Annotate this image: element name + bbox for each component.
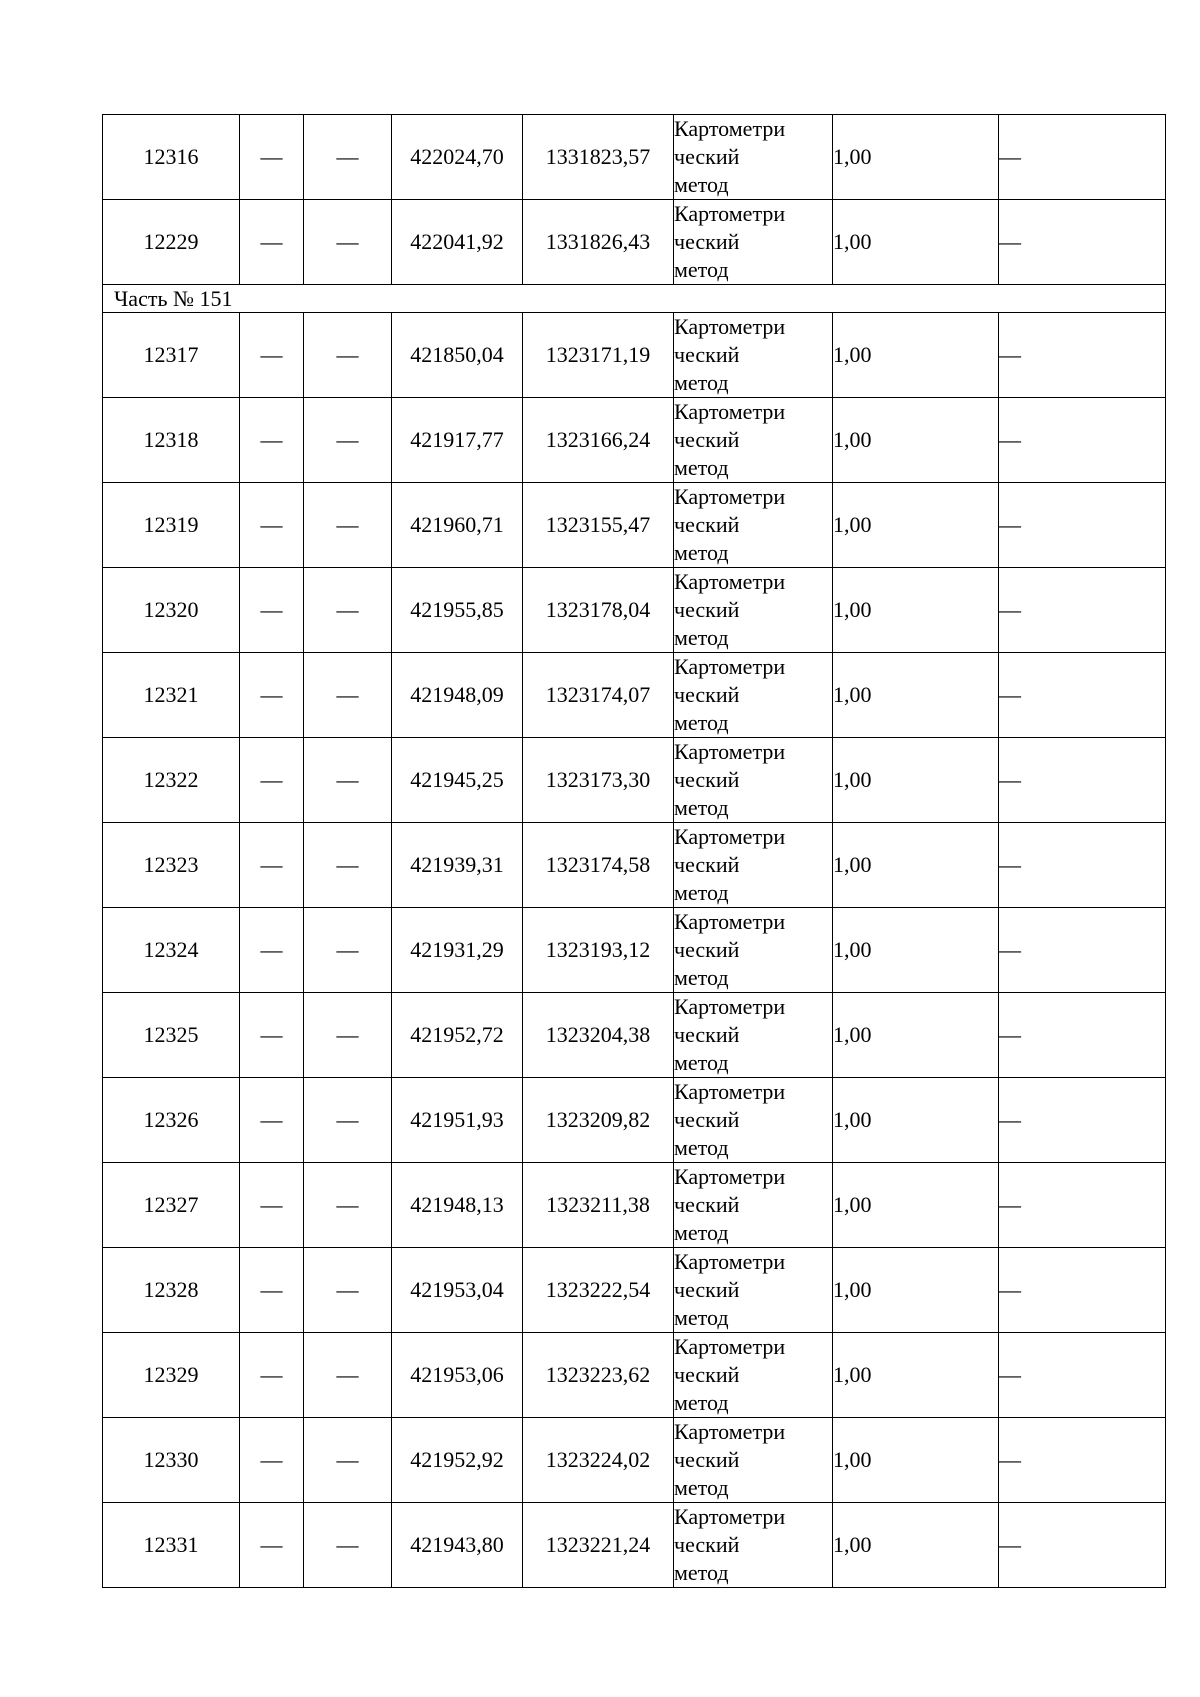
method-line: ческий bbox=[674, 1022, 740, 1047]
table-body bbox=[103, 115, 1166, 1588]
table-row bbox=[103, 1163, 1166, 1248]
x-coordinate-cell: 421955,85 bbox=[392, 568, 523, 653]
accuracy-cell: 1,00 bbox=[833, 1248, 999, 1333]
method-cell bbox=[674, 398, 833, 483]
table-row bbox=[103, 313, 1166, 398]
y-coordinate-cell: 1323178,04 bbox=[523, 568, 674, 653]
dash-cell: — bbox=[304, 993, 392, 1078]
point-number-cell: 12329 bbox=[103, 1333, 240, 1418]
method-cell bbox=[674, 738, 833, 823]
y-coordinate-cell: 1323166,24 bbox=[523, 398, 674, 483]
point-number-cell: 12324 bbox=[103, 908, 240, 993]
method-line: Картометри bbox=[674, 1419, 786, 1444]
dash-cell: — bbox=[304, 1163, 392, 1248]
method-line: метод bbox=[674, 625, 729, 650]
method-line: Картометри bbox=[674, 909, 786, 934]
y-coordinate-cell: 1323155,47 bbox=[523, 483, 674, 568]
method-line: метод bbox=[674, 1135, 729, 1160]
method-cell bbox=[674, 1163, 833, 1248]
method-line: ческий bbox=[674, 1192, 740, 1217]
x-coordinate-cell: 421939,31 bbox=[392, 823, 523, 908]
note-cell: — bbox=[999, 1078, 1166, 1163]
accuracy-cell: 1,00 bbox=[833, 823, 999, 908]
point-number-cell: 12325 bbox=[103, 993, 240, 1078]
dash-cell: — bbox=[304, 568, 392, 653]
point-number-cell: 12328 bbox=[103, 1248, 240, 1333]
point-number-cell: 12316 bbox=[103, 115, 240, 200]
note-cell: — bbox=[999, 1333, 1166, 1418]
method-line: ческий bbox=[674, 229, 740, 254]
method-line: Картометри bbox=[674, 1079, 786, 1104]
y-coordinate-cell: 1323174,58 bbox=[523, 823, 674, 908]
accuracy-cell: 1,00 bbox=[833, 908, 999, 993]
method-cell bbox=[674, 568, 833, 653]
method-line: ческий bbox=[674, 1532, 740, 1557]
table-row bbox=[103, 1248, 1166, 1333]
method-line: ческий bbox=[674, 937, 740, 962]
point-number-cell: 12321 bbox=[103, 653, 240, 738]
dash-cell: — bbox=[240, 738, 304, 823]
dash-cell: — bbox=[304, 313, 392, 398]
method-line: Картометри bbox=[674, 116, 786, 141]
table-row bbox=[103, 1503, 1166, 1588]
method-line: метод bbox=[674, 1475, 729, 1500]
note-cell: — bbox=[999, 908, 1166, 993]
point-number-cell: 12319 bbox=[103, 483, 240, 568]
method-line: ческий bbox=[674, 852, 740, 877]
table-row bbox=[103, 1333, 1166, 1418]
method-line: метод bbox=[674, 1050, 729, 1075]
x-coordinate-cell: 421960,71 bbox=[392, 483, 523, 568]
y-coordinate-cell: 1323223,62 bbox=[523, 1333, 674, 1418]
y-coordinate-cell: 1323193,12 bbox=[523, 908, 674, 993]
accuracy-cell: 1,00 bbox=[833, 738, 999, 823]
x-coordinate-cell: 421945,25 bbox=[392, 738, 523, 823]
x-coordinate-cell: 421948,13 bbox=[392, 1163, 523, 1248]
point-number-cell: 12318 bbox=[103, 398, 240, 483]
method-line: Картометри bbox=[674, 1164, 786, 1189]
note-cell: — bbox=[999, 653, 1166, 738]
note-cell: — bbox=[999, 313, 1166, 398]
method-cell bbox=[674, 200, 833, 285]
dash-cell: — bbox=[240, 483, 304, 568]
dash-cell: — bbox=[240, 993, 304, 1078]
method-cell bbox=[674, 1333, 833, 1418]
table-row bbox=[103, 738, 1166, 823]
dash-cell: — bbox=[240, 200, 304, 285]
method-line: Картометри bbox=[674, 1249, 786, 1274]
point-number-cell: 12229 bbox=[103, 200, 240, 285]
method-line: метод bbox=[674, 795, 729, 820]
dash-cell: — bbox=[240, 1078, 304, 1163]
dash-cell: — bbox=[304, 1418, 392, 1503]
x-coordinate-cell: 422041,92 bbox=[392, 200, 523, 285]
method-line: метод bbox=[674, 1390, 729, 1415]
note-cell: — bbox=[999, 1503, 1166, 1588]
accuracy-cell: 1,00 bbox=[833, 993, 999, 1078]
method-line: ческий bbox=[674, 144, 740, 169]
part-label: Часть № 151 bbox=[103, 285, 1166, 313]
method-line: метод bbox=[674, 172, 729, 197]
method-line: ческий bbox=[674, 767, 740, 792]
table-row bbox=[103, 568, 1166, 653]
x-coordinate-cell: 421917,77 bbox=[392, 398, 523, 483]
y-coordinate-cell: 1331823,57 bbox=[523, 115, 674, 200]
point-number-cell: 12323 bbox=[103, 823, 240, 908]
note-cell: — bbox=[999, 738, 1166, 823]
dash-cell: — bbox=[240, 823, 304, 908]
method-line: Картометри bbox=[674, 739, 786, 764]
method-line: метод bbox=[674, 1305, 729, 1330]
accuracy-cell: 1,00 bbox=[833, 1078, 999, 1163]
method-line: Картометри bbox=[674, 994, 786, 1019]
x-coordinate-cell: 421943,80 bbox=[392, 1503, 523, 1588]
coordinates-table bbox=[102, 114, 1166, 1588]
x-coordinate-cell: 421952,92 bbox=[392, 1418, 523, 1503]
note-cell: — bbox=[999, 1163, 1166, 1248]
x-coordinate-cell: 421951,93 bbox=[392, 1078, 523, 1163]
y-coordinate-cell: 1323222,54 bbox=[523, 1248, 674, 1333]
dash-cell: — bbox=[240, 1503, 304, 1588]
note-cell: — bbox=[999, 568, 1166, 653]
x-coordinate-cell: 421931,29 bbox=[392, 908, 523, 993]
note-cell: — bbox=[999, 115, 1166, 200]
method-line: метод bbox=[674, 370, 729, 395]
method-line: метод bbox=[674, 257, 729, 282]
method-line: Картометри bbox=[674, 399, 786, 424]
table-row bbox=[103, 483, 1166, 568]
table-row bbox=[103, 200, 1166, 285]
method-line: метод bbox=[674, 540, 729, 565]
method-cell bbox=[674, 313, 833, 398]
table-row bbox=[103, 1078, 1166, 1163]
accuracy-cell: 1,00 bbox=[833, 398, 999, 483]
method-line: ческий bbox=[674, 1277, 740, 1302]
dash-cell: — bbox=[240, 653, 304, 738]
y-coordinate-cell: 1323204,38 bbox=[523, 993, 674, 1078]
dash-cell: — bbox=[240, 568, 304, 653]
method-line: Картометри bbox=[674, 201, 786, 226]
y-coordinate-cell: 1323173,30 bbox=[523, 738, 674, 823]
x-coordinate-cell: 421850,04 bbox=[392, 313, 523, 398]
method-line: ческий bbox=[674, 342, 740, 367]
accuracy-cell: 1,00 bbox=[833, 115, 999, 200]
dash-cell: — bbox=[304, 483, 392, 568]
method-cell bbox=[674, 1503, 833, 1588]
method-line: Картометри bbox=[674, 1334, 786, 1359]
accuracy-cell: 1,00 bbox=[833, 313, 999, 398]
point-number-cell: 12330 bbox=[103, 1418, 240, 1503]
dash-cell: — bbox=[304, 653, 392, 738]
x-coordinate-cell: 421952,72 bbox=[392, 993, 523, 1078]
point-number-cell: 12326 bbox=[103, 1078, 240, 1163]
method-cell bbox=[674, 1078, 833, 1163]
note-cell: — bbox=[999, 398, 1166, 483]
dash-cell: — bbox=[304, 115, 392, 200]
note-cell: — bbox=[999, 1418, 1166, 1503]
dash-cell: — bbox=[240, 115, 304, 200]
method-line: метод bbox=[674, 880, 729, 905]
y-coordinate-cell: 1331826,43 bbox=[523, 200, 674, 285]
y-coordinate-cell: 1323224,02 bbox=[523, 1418, 674, 1503]
y-coordinate-cell: 1323209,82 bbox=[523, 1078, 674, 1163]
method-line: ческий bbox=[674, 1447, 740, 1472]
method-cell bbox=[674, 653, 833, 738]
accuracy-cell: 1,00 bbox=[833, 1503, 999, 1588]
accuracy-cell: 1,00 bbox=[833, 568, 999, 653]
dash-cell: — bbox=[240, 1163, 304, 1248]
table-row bbox=[103, 908, 1166, 993]
method-line: ческий bbox=[674, 1107, 740, 1132]
method-cell bbox=[674, 823, 833, 908]
accuracy-cell: 1,00 bbox=[833, 1163, 999, 1248]
dash-cell: — bbox=[304, 200, 392, 285]
method-cell bbox=[674, 483, 833, 568]
dash-cell: — bbox=[240, 1248, 304, 1333]
dash-cell: — bbox=[240, 1333, 304, 1418]
y-coordinate-cell: 1323171,19 bbox=[523, 313, 674, 398]
x-coordinate-cell: 421953,06 bbox=[392, 1333, 523, 1418]
note-cell: — bbox=[999, 993, 1166, 1078]
note-cell: — bbox=[999, 200, 1166, 285]
method-line: метод bbox=[674, 1220, 729, 1245]
dash-cell: — bbox=[240, 398, 304, 483]
dash-cell: — bbox=[304, 1333, 392, 1418]
note-cell: — bbox=[999, 1248, 1166, 1333]
x-coordinate-cell: 422024,70 bbox=[392, 115, 523, 200]
dash-cell: — bbox=[304, 823, 392, 908]
accuracy-cell: 1,00 bbox=[833, 1333, 999, 1418]
dash-cell: — bbox=[304, 1078, 392, 1163]
method-cell bbox=[674, 115, 833, 200]
accuracy-cell: 1,00 bbox=[833, 653, 999, 738]
dash-cell: — bbox=[240, 1418, 304, 1503]
note-cell: — bbox=[999, 483, 1166, 568]
table-row bbox=[103, 1418, 1166, 1503]
method-line: метод bbox=[674, 710, 729, 735]
method-line: Картометри bbox=[674, 314, 786, 339]
y-coordinate-cell: 1323211,38 bbox=[523, 1163, 674, 1248]
method-line: Картометри bbox=[674, 824, 786, 849]
method-line: Картометри bbox=[674, 569, 786, 594]
accuracy-cell: 1,00 bbox=[833, 483, 999, 568]
point-number-cell: 12331 bbox=[103, 1503, 240, 1588]
dash-cell: — bbox=[240, 313, 304, 398]
dash-cell: — bbox=[304, 908, 392, 993]
method-line: метод bbox=[674, 965, 729, 990]
table-row bbox=[103, 653, 1166, 738]
point-number-cell: 12317 bbox=[103, 313, 240, 398]
dash-cell: — bbox=[304, 738, 392, 823]
method-line: Картометри bbox=[674, 1504, 786, 1529]
method-line: ческий bbox=[674, 512, 740, 537]
method-line: метод bbox=[674, 455, 729, 480]
table-row bbox=[103, 398, 1166, 483]
method-line: ческий bbox=[674, 682, 740, 707]
point-number-cell: 12322 bbox=[103, 738, 240, 823]
note-cell: — bbox=[999, 823, 1166, 908]
dash-cell: — bbox=[304, 1503, 392, 1588]
part-header-row bbox=[103, 285, 1166, 313]
method-line: ческий bbox=[674, 597, 740, 622]
method-line: ческий bbox=[674, 427, 740, 452]
method-line: Картометри bbox=[674, 654, 786, 679]
table-row bbox=[103, 993, 1166, 1078]
method-cell bbox=[674, 1248, 833, 1333]
dash-cell: — bbox=[304, 398, 392, 483]
point-number-cell: 12327 bbox=[103, 1163, 240, 1248]
method-cell bbox=[674, 1418, 833, 1503]
dash-cell: — bbox=[240, 908, 304, 993]
method-line: Картометри bbox=[674, 484, 786, 509]
table-row bbox=[103, 115, 1166, 200]
point-number-cell: 12320 bbox=[103, 568, 240, 653]
method-line: метод bbox=[674, 1560, 729, 1585]
x-coordinate-cell: 421948,09 bbox=[392, 653, 523, 738]
method-cell bbox=[674, 908, 833, 993]
accuracy-cell: 1,00 bbox=[833, 200, 999, 285]
method-cell bbox=[674, 993, 833, 1078]
table-row bbox=[103, 823, 1166, 908]
y-coordinate-cell: 1323221,24 bbox=[523, 1503, 674, 1588]
x-coordinate-cell: 421953,04 bbox=[392, 1248, 523, 1333]
dash-cell: — bbox=[304, 1248, 392, 1333]
y-coordinate-cell: 1323174,07 bbox=[523, 653, 674, 738]
accuracy-cell: 1,00 bbox=[833, 1418, 999, 1503]
method-line: ческий bbox=[674, 1362, 740, 1387]
